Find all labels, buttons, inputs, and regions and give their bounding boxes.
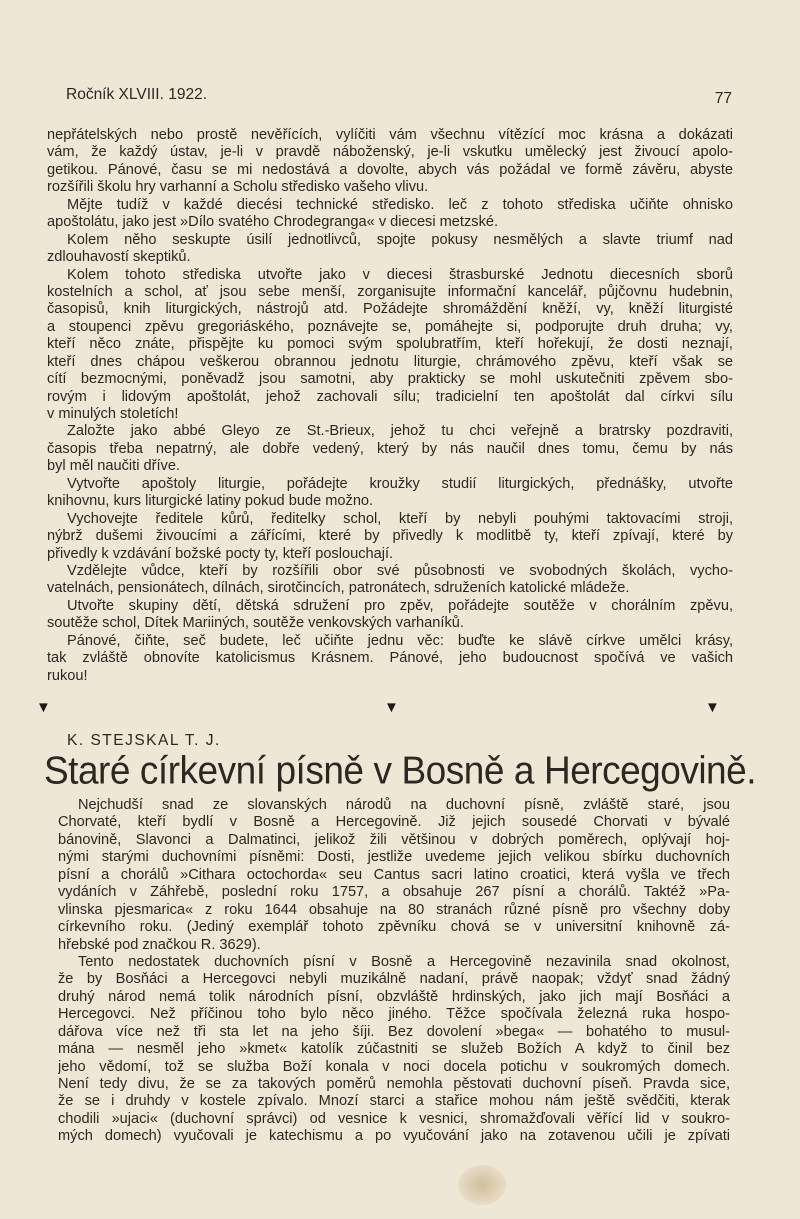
paragraph bbox=[47, 197, 733, 232]
text-line: nýbrž dušemi živoucími a zářícími, které by přivedly k modlitbě ty, kteří zpívají, které by bbox=[47, 528, 733, 545]
text-line: knihovnu, kurs liturgické latiny pokud bude možno. bbox=[47, 493, 374, 510]
text-line: a stoupenci zpěvu gregoriáského, poznávejte se, pomáhejte si, podporujte druh druha; vy, bbox=[47, 318, 733, 335]
text-line: Kolem tohoto střediska utvořte jako v diecesi štrasburské Jednotu diecesních sborů bbox=[67, 266, 733, 283]
paragraph bbox=[47, 423, 733, 475]
text-line: nepřátelských nebo prostě nevěřících, vylíčiti vám všechnu vítězící moc krásna a dokázati bbox=[47, 127, 733, 143]
text-line: Mějte tudíž v každé diecési technické středisko. leč z tohoto střediska učiňte ohnisko bbox=[67, 196, 733, 213]
text-line: církevního roku. (Jediný exemplář tohoto zpěvníku chová se v universitní knihovně zá- bbox=[58, 919, 730, 936]
text-line: písní a chorálů »Cithara octochorda« seu Cantus sacri latino croatici, která vyšla ve třech bbox=[58, 866, 730, 883]
text-line: Vzdělejte vůdce, kteří by rozšířili obor své působnosti ve svobodných školách, vycho- bbox=[67, 562, 733, 579]
paragraph bbox=[58, 797, 730, 954]
text-line: byl měl naučiti dříve. bbox=[47, 458, 181, 475]
text-line: jeho vědomí, tož se služba Boží konala v noci docela potichu v soukromých domech. bbox=[58, 1058, 730, 1075]
text-line: apoštolátu, jako jest »Dílo svatého Chrodegranga« v diecesi metzské. bbox=[47, 214, 499, 231]
text-line: rovým i lidovým apoštolát, jehož zachovali sílu; tradicielní ten apoštolát dal církvi sílu bbox=[47, 388, 733, 405]
text-line: rukou! bbox=[47, 667, 88, 684]
paragraph bbox=[47, 476, 733, 511]
running-title: Ročník XLVIII. 1922. bbox=[66, 86, 208, 103]
text-line: Není tedy divu, že se za takových poměrů nemohla pěstovati duchovní píseň. Pravda sice, bbox=[58, 1076, 730, 1092]
paragraph bbox=[47, 267, 733, 424]
text-line: zdlouhavostí skeptiků. bbox=[47, 249, 191, 266]
article-body bbox=[58, 797, 730, 1146]
paragraph bbox=[47, 232, 733, 267]
text-line: Založte jako abbé Gleyo ze St.-Brieux, jehož tu chci veřejně a bratrsky pozdraviti, bbox=[67, 423, 733, 440]
text-line: v minulých stoletích! bbox=[47, 406, 179, 422]
text-line: soutěže schol, Dítek Mariiných, soutěže venkovských varhaníků. bbox=[47, 615, 464, 632]
text-line: časopisů, knih liturgických, nástrojů atd. Požádejte shromáždění kněží, vy, kněží liturgisté bbox=[47, 301, 733, 318]
text-line: Vytvořte apoštoly liturgie, pořádejte kroužky studií liturgických, přednášky, utvořte bbox=[67, 475, 733, 492]
text-line: Hercegovci. Než příčinou toho bylo něco jiného. Těžce spočívala železná ruka hospo- bbox=[58, 1006, 730, 1023]
text-line: Chorvaté, kteří bydlí v Bosně a Hercegovině. Již jejich sousedé Chorvati v bývalé bbox=[58, 814, 730, 831]
text-line: Pánové, čiňte, seč budete, leč učiňte jednu věc: buďte ke slávě církve umělci krásy, bbox=[67, 632, 733, 649]
text-line: vatelnách, pensionátech, dílnách, sirotčincích, patronátech, sdruženích katolické mládeže. bbox=[47, 580, 630, 597]
text-line: přivedly k vzdávání božské pocty ty, kteří poslouchají. bbox=[47, 545, 394, 562]
triangle-down-icon: ▼ bbox=[705, 699, 720, 716]
text-line: tak zvláště obnovíte katolicismus Krásnem. Pánové, jeho budoucnost spočívá ve vašich bbox=[47, 650, 733, 667]
article-author: K. STEJSKAL T. J. bbox=[67, 732, 221, 749]
text-line: mána — nesměl jeho »kmet« katolík zúčastniti se služeb Božích A když to činil bez bbox=[58, 1041, 730, 1058]
text-line: Tento nedostatek duchovních písní v Bosně a Hercegovině nezavinila snad okolnost, bbox=[78, 953, 730, 970]
triangle-down-icon: ▼ bbox=[384, 699, 399, 716]
article-title: Staré církevní písně v Bosně a Hercegovině. bbox=[44, 748, 756, 792]
triangle-down-icon: ▼ bbox=[36, 699, 51, 716]
page-number: 77 bbox=[714, 90, 732, 107]
text-line: kteří dnes chápou veškerou obrannou jednotu liturgie, chrámového zpěvu, kteří však se bbox=[47, 353, 733, 370]
text-line: kostelních a schol, ať jsou sebe menší, zorganisujte informační kancelář, půjčovnu hudebnin, bbox=[47, 283, 733, 300]
text-line: Nejchudší snad ze slovanských národů na duchovní písně, zvláště staré, jsou bbox=[78, 797, 730, 813]
paragraph bbox=[47, 633, 733, 685]
paragraph bbox=[47, 511, 733, 563]
text-line: mých domech) vyučovali je katechismu a po vyučování jako na zotavenou učili je zpívati bbox=[58, 1128, 730, 1145]
text-line: druhý národ nemá tolik národních písní, obzvláště hrdinských, jako jich mají Bosňáci a bbox=[58, 988, 730, 1005]
text-line: že by Bosňáci a Hercegovci nebyli muzikálně nadaní, právě naopak; vždyť snad žádný bbox=[58, 971, 730, 988]
text-line: getikou. Pánové, času se mi nedostává a dovolte, abych vás požádal ve formě závěru, abyste bbox=[47, 161, 733, 178]
paper-stain bbox=[458, 1165, 506, 1205]
text-line: že se i druhdy v kostele zpívalo. Mnozí starci a stařice mohou nám ještě svědčiti, kterak bbox=[58, 1093, 730, 1110]
text-line: kteří něco znáte, přispějte ku pomoci svým spolubratřím, kteří hořekují, že dosti neznají, bbox=[47, 336, 733, 353]
paragraph bbox=[47, 598, 733, 633]
text-line: hřebské pod značkou R. 3629). bbox=[58, 936, 261, 953]
text-line: vlinska pjesmarica« z roku 1644 obsahuje na 80 stranách různé písně pro všechny doby bbox=[58, 901, 730, 918]
text-line: Utvořte skupiny dětí, dětská sdružení pro zpěv, pořádejte soutěže v chorálním zpěvu, bbox=[67, 597, 733, 614]
text-line: časopis třeba nepatrný, ale dobře vedený, který by nás naučil dnes tomu, čemu by nás bbox=[47, 440, 733, 457]
text-line: Vychovejte ředitele kůrů, ředitelky schol, kteří by nebyli pouhými taktovacími stroji, bbox=[67, 510, 733, 527]
text-line: rozšířili školu hry varhanní a Scholu středisko vašeho vlivu. bbox=[47, 179, 429, 196]
text-line: vydáních v Záhřebě, poslední roku 1757, a obsahuje 267 písní a chorálů. Taktéž »Pa- bbox=[58, 884, 730, 901]
text-line: vám, že každý ústav, je-li v pravdě náboženský, je-li vskutku umělecký jest živoucí apolo- bbox=[47, 144, 733, 161]
paragraph bbox=[47, 127, 733, 197]
paragraph bbox=[47, 563, 733, 598]
paragraph bbox=[58, 954, 730, 1146]
text-line: dářova více než tři sta let na jeho šíji. Bez dovolení »bega« — bohatého to musul- bbox=[58, 1023, 730, 1040]
running-header bbox=[66, 86, 732, 107]
previous-article-text bbox=[47, 127, 733, 685]
text-line: Kolem něho seskupte úsilí jednotlivců, spojte pokusy nesmělých a slavte triumf nad bbox=[67, 231, 733, 248]
text-line: chodili »ujaci« (duchovní správci) od vesnice k vesnici, shromažďovali věřící lid v soukro- bbox=[58, 1110, 730, 1127]
text-line: cítí bezmocnými, poněvadž jsou samotni, aby prakticky se mohl uskutečniti zpěvem sbo- bbox=[47, 371, 733, 388]
text-line: bánovině, Slavonci a Dalmatinci, jelikož žili většinou v dobrých poměrech, oplývají hoj- bbox=[58, 831, 730, 848]
text-line: nými starými duchovními písněmi: Dosti, jestliže uvedeme jejich velikou sbírku duchovních bbox=[58, 849, 730, 866]
